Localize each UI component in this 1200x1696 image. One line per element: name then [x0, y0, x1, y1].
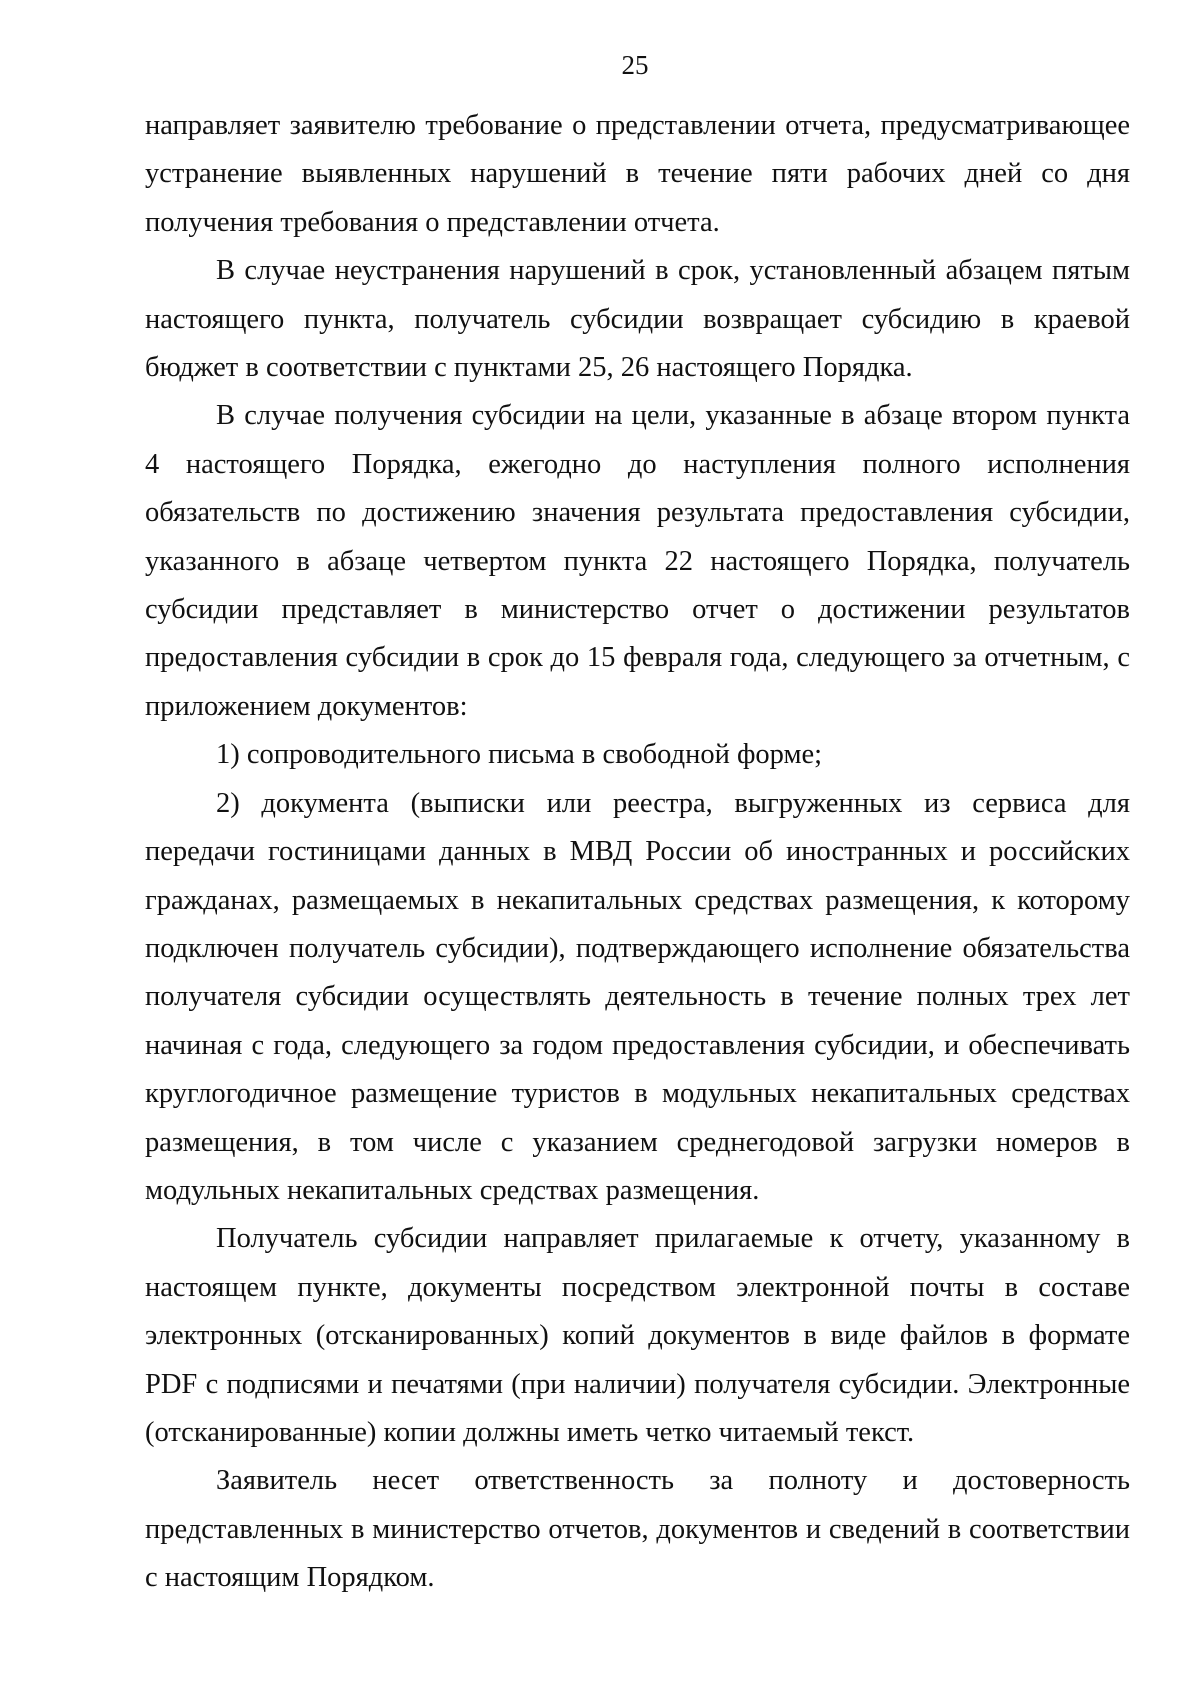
list-item-registry-document: 2) документа (выписки или реестра, выгруженных из сервиса для передачи гостиницами данных в МВД России об иностранных и российских гражданах, размещаемых в некапитальных средствах размещения, к которому подключен получатель субсидии), подтверждающего исполнение обязательства получателя субсидии осуществлять деятельность в течение полных трех лет начиная с года, следующего за годом предоставления субсидии, и обеспечивать круглогодичное размещение туристов в модульных некапитальных средствах размещения, в том числе с указанием среднегодовой загрузки номеров в модульных некапитальных средствах размещения. [145, 787, 1130, 1206]
paragraph-refund-condition: В случае неустранения нарушений в срок, установленный абзацем пятым настоящего пункта, получатель субсидии возвращает субсидию в краевой бюджет в соответствии с пунктами 25, 26 настоящего Порядка. [145, 255, 1130, 384]
paragraph-responsibility: Заявитель несет ответственность за полноту и достоверность представленных в министерство отчетов, документов и сведений в соответствии с настоящим Порядком. [145, 1465, 1130, 1594]
paragraph-continuation: направляет заявителю требование о представлении отчета, предусматривающее устранение выявленных нарушений в течение пяти рабочих дней со дня получения требования о представлении отчета. [145, 110, 1130, 238]
page-number: 25 [621, 50, 649, 80]
paragraph-email-submission: Получатель субсидии направляет прилагаемые к отчету, указанному в настоящем пункте, документы посредством электронной почты в составе электронных (отсканированных) копий документов в виде файлов в формате PDF с подписями и печатями (при наличии) получателя субсидии. Электронные (отсканированные) копии должны иметь четко читаемый текст. [145, 1223, 1130, 1448]
document-body [145, 102, 1130, 1603]
paragraph-annual-report: В случае получения субсидии на цели, указанные в абзаце втором пункта 4 настоящего Порядка, ежегодно до наступления полного исполнения обязательств по достижению значения результата предоставления субсидии, указанного в абзаце четвертом пункта 22 настоящего Порядка, получатель субсидии представляет в министерство отчет о достижении результатов предоставления субсидии в срок до 15 февраля года, следующего за отчетным, с приложением документов: [145, 400, 1130, 722]
list-item-cover-letter: 1) сопроводительного письма в свободной форме; [216, 739, 823, 771]
